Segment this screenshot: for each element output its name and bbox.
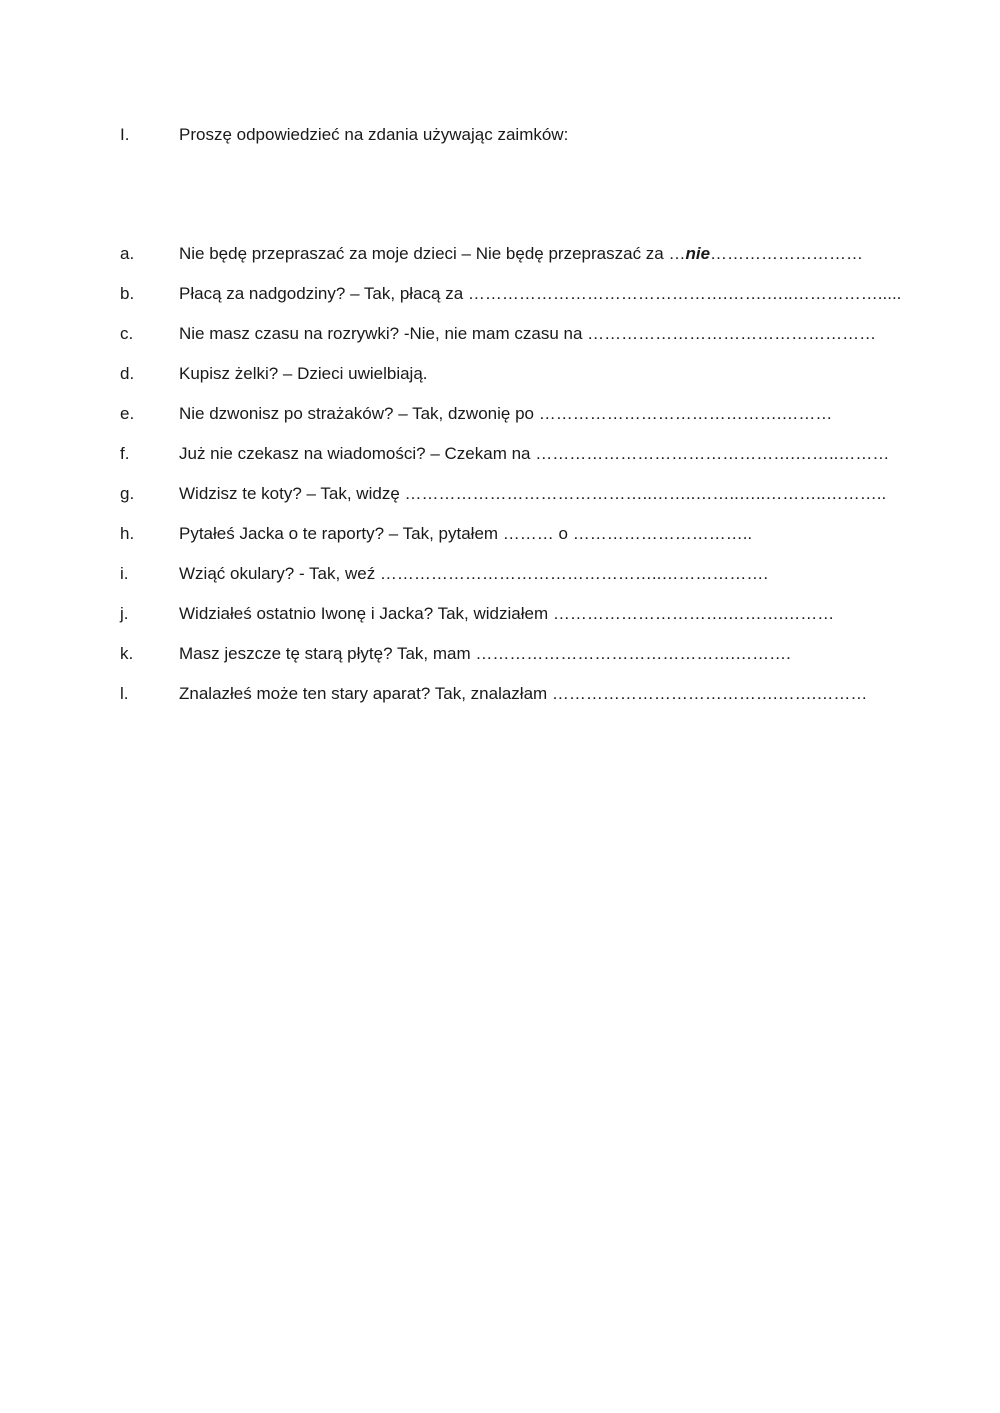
list-item-b xyxy=(120,283,900,323)
list-item-f xyxy=(120,443,900,483)
exercise-instruction: Proszę odpowiedzieć na zdania używając zaimków: xyxy=(179,125,569,144)
item-text: Pytałeś Jacka o te raporty? – Tak, pytałem ……… o ………………………….. xyxy=(179,524,753,543)
item-text: Nie masz czasu na rozrywki? -Nie, nie mam czasu na …………………………………………… xyxy=(179,324,877,343)
list-item-c xyxy=(120,323,900,363)
item-text: Już nie czekasz na wiadomości? – Czekam na ……………………………………….……..……… xyxy=(179,444,890,463)
item-text-after: ……………………… xyxy=(710,244,864,263)
list-item-e xyxy=(120,403,900,443)
item-letter: l. xyxy=(120,684,129,703)
example-answer: nie xyxy=(685,244,711,263)
item-letter: c. xyxy=(120,324,134,343)
item-letter: d. xyxy=(120,364,135,383)
item-text: Kupisz żelki? – Dzieci uwielbiają. xyxy=(179,364,428,383)
list-item-j xyxy=(120,603,900,643)
list-item-g xyxy=(120,483,900,523)
item-text-before: Nie będę przepraszać za moje dzieci – Nie będę przepraszać za … xyxy=(179,244,686,263)
item-text: Masz jeszcze tę starą płytę? Tak, mam ……………………………………….………. xyxy=(179,644,791,663)
list-item-k xyxy=(120,643,900,683)
item-text: Wziąć okulary? - Tak, weź …………………………………………..………………. xyxy=(179,564,769,583)
item-letter: e. xyxy=(120,404,135,423)
exercise-list xyxy=(120,243,900,723)
list-item-l xyxy=(120,683,900,723)
item-text: Znalazłeś może ten stary aparat? Tak, znalazłam ………………………………….…….……… xyxy=(179,684,868,703)
item-letter: f. xyxy=(120,444,130,463)
list-item-i xyxy=(120,563,900,603)
item-letter: i. xyxy=(120,564,129,583)
exercise-number: I. xyxy=(120,125,130,144)
item-text: Płacą za nadgodziny? – Tak, płacą za ……………………………………….…….…..……………..... xyxy=(179,284,902,303)
item-text: Widziałeś ostatnio Iwonę i Jacka? Tak, widziałem ………………………….……….……… xyxy=(179,604,835,623)
item-text xyxy=(179,243,863,265)
item-letter: h. xyxy=(120,524,135,543)
item-text: Nie dzwonisz po strażaków? – Tak, dzwonię po …………………………………….……… xyxy=(179,404,833,423)
item-letter: a. xyxy=(120,244,135,263)
item-letter: j. xyxy=(120,604,129,623)
list-item-a xyxy=(120,243,900,283)
item-letter: g. xyxy=(120,484,135,503)
list-item-h xyxy=(120,523,900,563)
item-letter: b. xyxy=(120,284,135,303)
list-item-d xyxy=(120,363,900,403)
item-text: Widzisz te koty? – Tak, widzę ……………………………………..……..……..…..………..……….. xyxy=(179,484,887,503)
item-letter: k. xyxy=(120,644,134,663)
